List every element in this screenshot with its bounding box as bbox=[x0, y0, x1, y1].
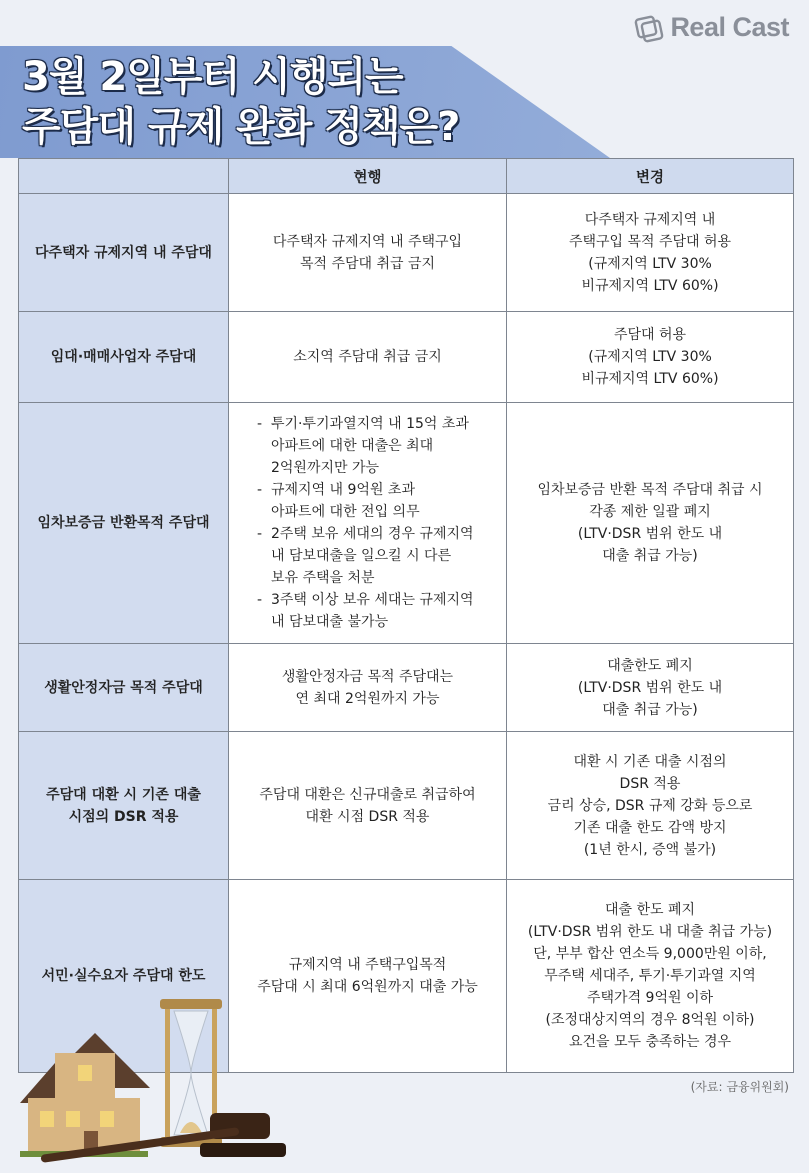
list-item: - 규제지역 내 9억원 초과 아파트에 대한 전입 의무 bbox=[257, 479, 496, 523]
table-row bbox=[19, 732, 794, 880]
row-change: 대출 한도 폐지 (LTV·DSR 범위 한도 내 대출 취급 가능) 단, 부부 합산 연소득 9,000만원 이하, 무주택 세대주, 투기·투기과열 지역 주택가격 9억원 이하 (조정대상지역의 경우 8억원 이하) 요건을 모두 충족하는 경우 bbox=[507, 880, 794, 1073]
row-category: 다주택자 규제지역 내 주담대 bbox=[19, 194, 229, 312]
row-change: 대출한도 폐지 (LTV·DSR 범위 한도 내 대출 취급 가능) bbox=[507, 644, 794, 732]
house-illustration bbox=[20, 1033, 150, 1157]
row-category: 주담대 대환 시 기존 대출 시점의 DSR 적용 bbox=[19, 732, 229, 880]
decor-illustration bbox=[0, 993, 290, 1173]
header-current: 현행 bbox=[229, 159, 507, 194]
row-change: 주담대 허용 (규제지역 LTV 30% 비규제지역 LTV 60%) bbox=[507, 312, 794, 403]
row-change: 대환 시 기존 대출 시점의 DSR 적용 금리 상승, DSR 규제 강화 등으로 기존 대출 한도 감액 방지 (1년 한시, 증액 불가) bbox=[507, 732, 794, 880]
title-line-2: 주담대 규제 완화 정책은? bbox=[22, 104, 460, 150]
brand-logo bbox=[634, 12, 789, 43]
table-row bbox=[19, 194, 794, 312]
row-category: 임차보증금 반환목적 주담대 bbox=[19, 403, 229, 644]
table-row bbox=[19, 403, 794, 644]
page-title bbox=[22, 52, 459, 152]
row-change: 다주택자 규제지역 내 주택구입 목적 주담대 허용 (규제지역 LTV 30% 비규제지역 LTV 60%) bbox=[507, 194, 794, 312]
row-category: 서민·실수요자 주담대 한도 bbox=[19, 880, 229, 1073]
row-current bbox=[229, 403, 507, 644]
header-empty bbox=[19, 159, 229, 194]
table-header-row bbox=[19, 159, 794, 194]
table-row bbox=[19, 312, 794, 403]
list-item: - 2주택 보유 세대의 경우 규제지역 내 담보대출을 일으킬 시 다른 보유 주택을 처분 bbox=[257, 523, 496, 589]
realcast-logo-icon bbox=[634, 13, 664, 43]
header-change: 변경 bbox=[507, 159, 794, 194]
policy-table bbox=[18, 158, 794, 1073]
row-change: 임차보증금 반환 목적 주담대 취급 시 각종 제한 일괄 폐지 (LTV·DSR 범위 한도 내 대출 취급 가능) bbox=[507, 403, 794, 644]
table-row bbox=[19, 644, 794, 732]
row-category: 임대·매매사업자 주담대 bbox=[19, 312, 229, 403]
title-line-1: 3월 2일부터 시행되는 bbox=[22, 54, 403, 100]
row-current: 소지역 주담대 취급 금지 bbox=[229, 312, 507, 403]
row-current: 생활안정자금 목적 주담대는 연 최대 2억원까지 가능 bbox=[229, 644, 507, 732]
brand-name: Real Cast bbox=[670, 12, 789, 42]
list-item: - 투기·투기과열지역 내 15억 초과 아파트에 대한 대출은 최대 2억원까지만 가능 bbox=[257, 413, 496, 479]
row-current: 규제지역 내 주택구입목적 주담대 시 최대 6억원까지 대출 가능 bbox=[229, 880, 507, 1073]
list-item: - 3주택 이상 보유 세대는 규제지역 내 담보대출 불가능 bbox=[257, 589, 496, 633]
row-current: 주담대 대환은 신규대출로 취급하여 대환 시점 DSR 적용 bbox=[229, 732, 507, 880]
row-category: 생활안정자금 목적 주담대 bbox=[19, 644, 229, 732]
row-current: 다주택자 규제지역 내 주택구입 목적 주담대 취급 금지 bbox=[229, 194, 507, 312]
bullet-list bbox=[257, 413, 496, 633]
source-note: (자료: 금융위원회) bbox=[690, 1080, 789, 1094]
